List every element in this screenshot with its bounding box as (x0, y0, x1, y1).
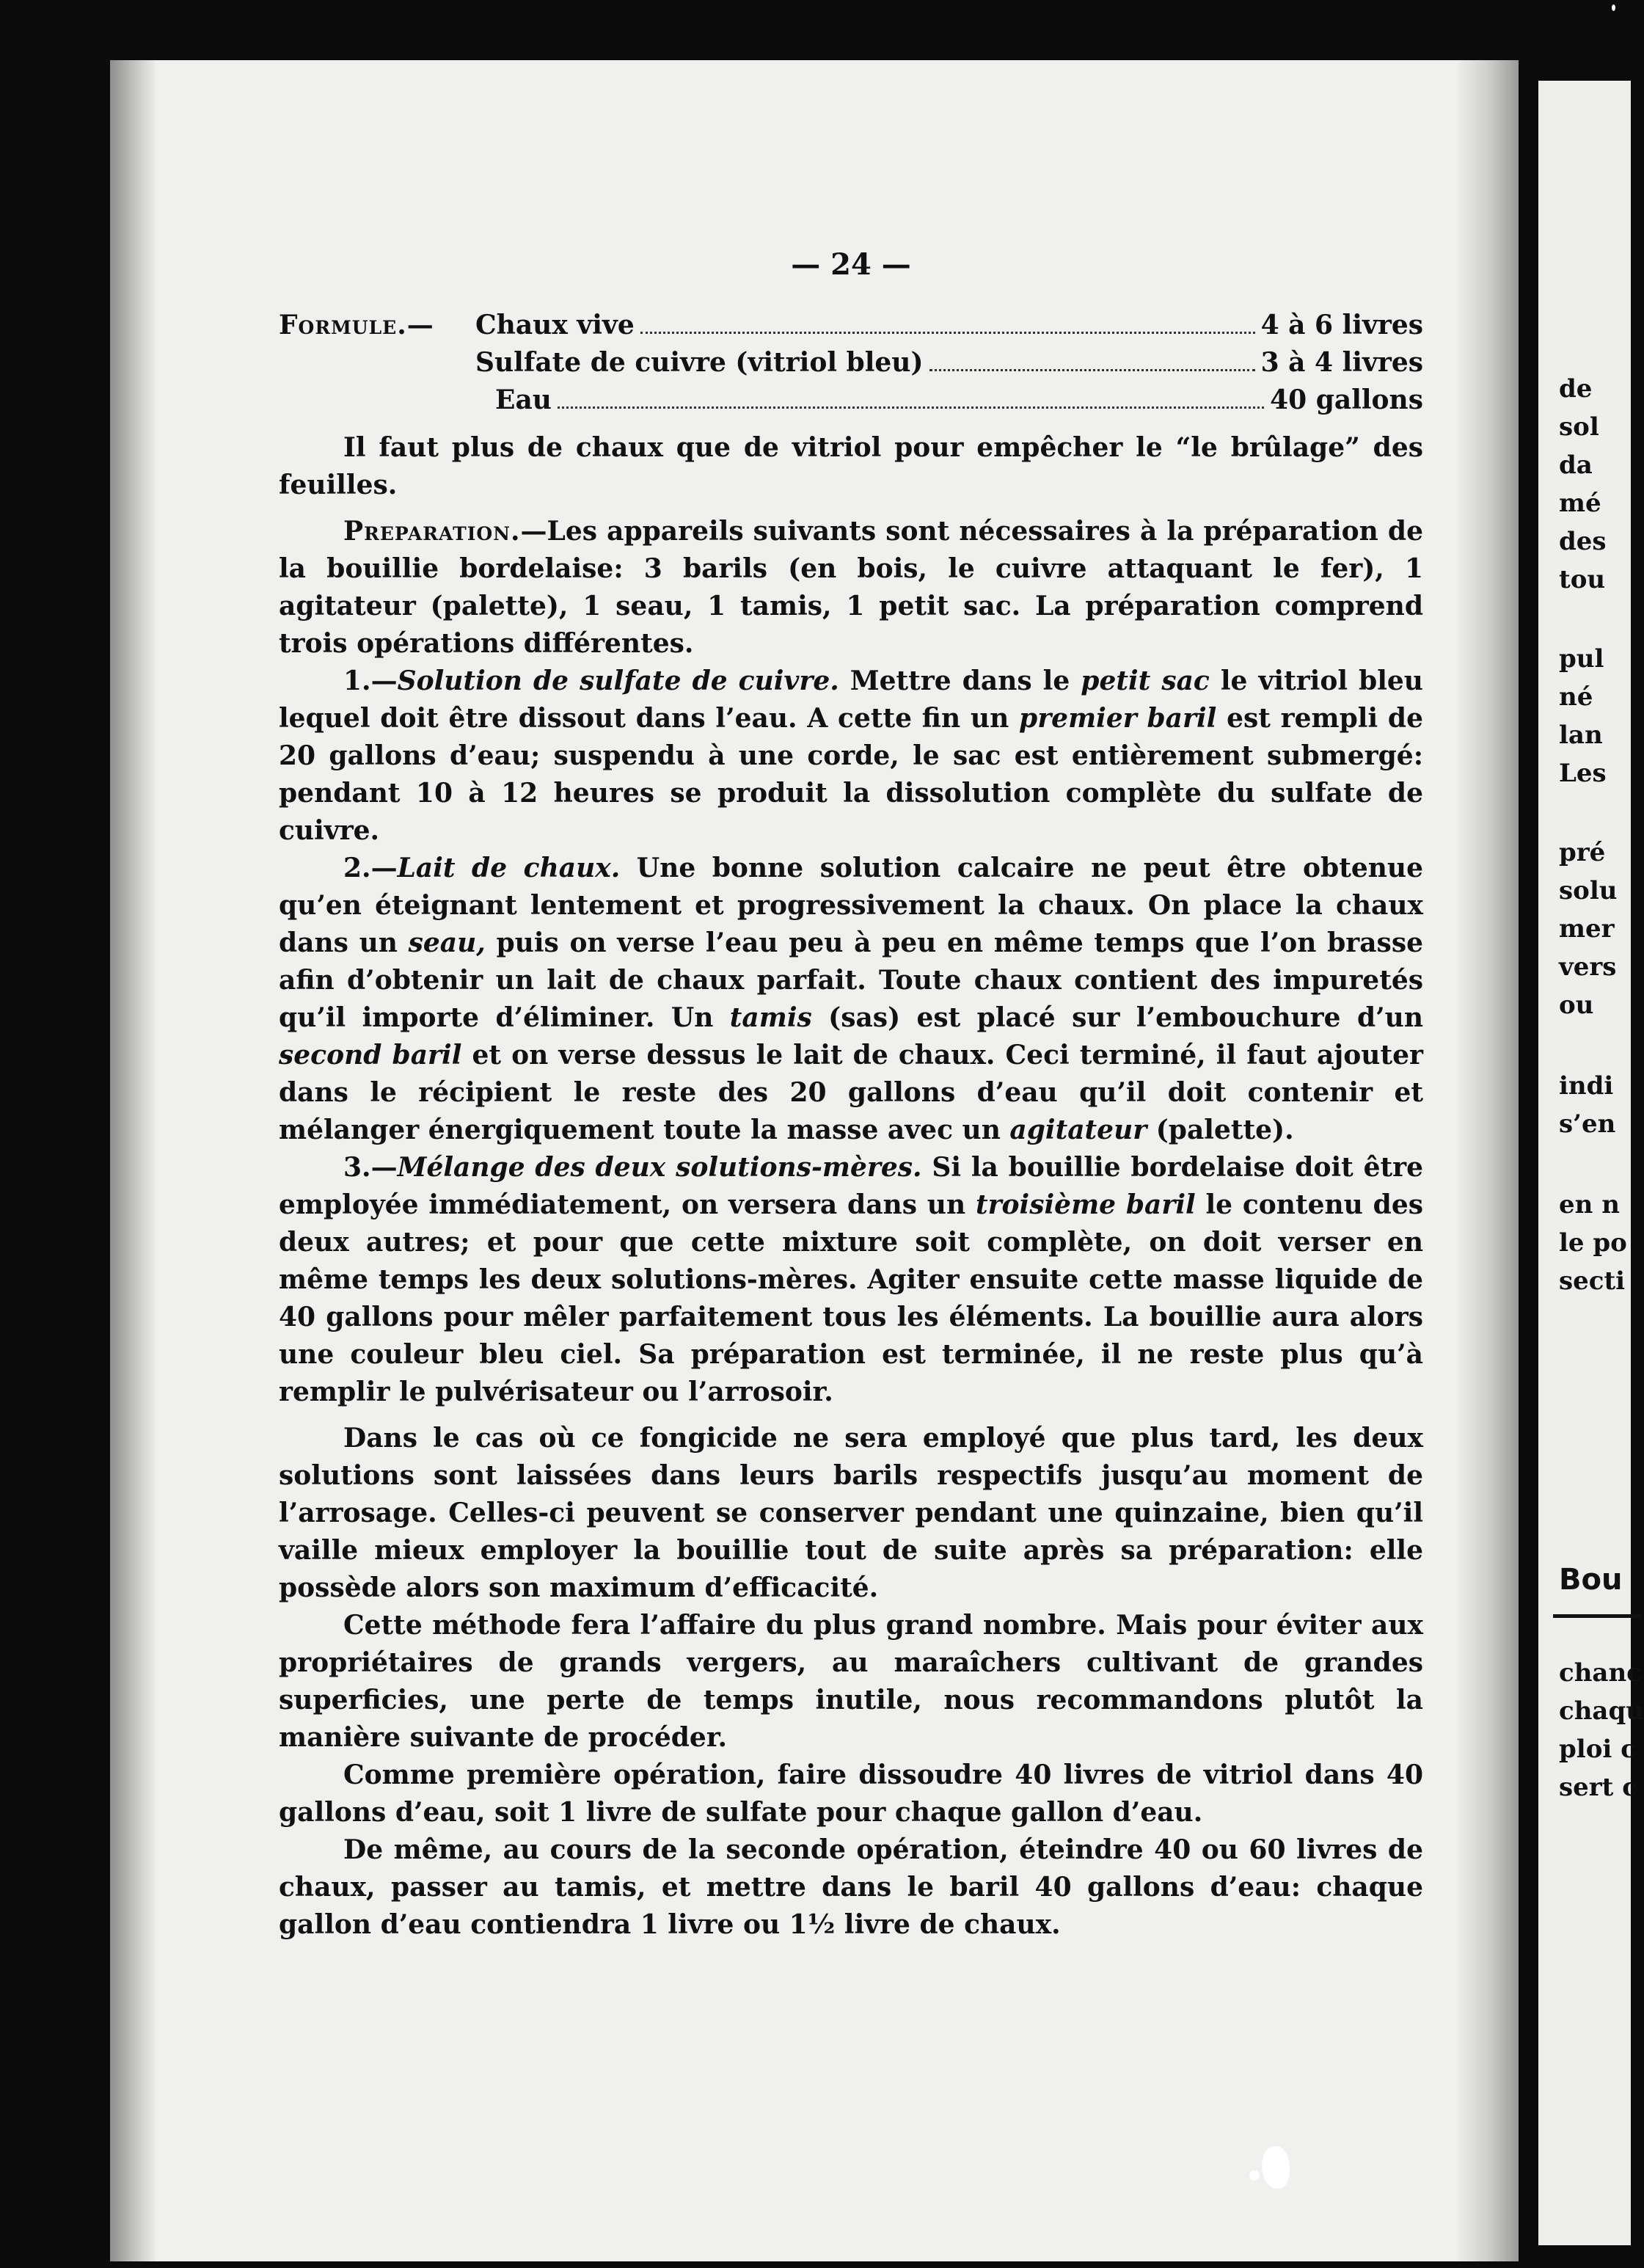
dot-leader (929, 369, 1255, 371)
facing-page-fragment: pré (1559, 838, 1606, 867)
formula-row (279, 344, 1423, 382)
facing-page-fragment: solu (1559, 876, 1618, 905)
facing-page-fragment: pul (1559, 644, 1604, 674)
scan-blemish (1612, 4, 1615, 11)
facing-page-fragment: s’en (1559, 1109, 1616, 1139)
page-edge-shadow (110, 60, 156, 2261)
facing-page-fragment: né (1559, 682, 1593, 712)
formula-ingredient: Chaux vive (475, 310, 635, 340)
facing-page-fragment: tou (1559, 565, 1606, 594)
scan-blemish (1249, 2170, 1260, 2181)
paragraph-step-3: 3.—Mélange des deux solutions-mères. Si la bouillie bordelaise doit être employée immédiatement, on versera dans un troisième baril le contenu des deux autres; et pour que cette mixture soit complète, on doit verser en même temps les deux solutions-mères. Agiter ensuite cette masse liquide de 40 gallons pour mêler parfaitement tous les éléments. La bouillie aura alors une couleur bleu ciel. Sa préparation est terminée, il ne reste plus qu’à remplir le pulvérisateur ou l’arrosoir. (279, 1152, 1424, 1407)
facing-page-fragment: ou (1559, 991, 1594, 1020)
formula-ingredient: Eau (495, 384, 552, 415)
step-title: Solution de sulfate de cuivre. (397, 666, 839, 696)
page-number: — 24 — (791, 247, 911, 282)
facing-page-fragment: da (1559, 451, 1593, 480)
facing-page-fragment: indi (1559, 1071, 1614, 1101)
step-title: Mélange des deux solutions-mères. (397, 1152, 922, 1183)
facing-page-fragment: sert c (1559, 1773, 1637, 1802)
paragraph-second-operation: De même, au cours de la seconde opération, éteindre 40 ou 60 livres de chaux, passer au tamis, et mettre dans le baril 40 gallons d’eau: chaque gallon d’eau contiendra 1 livre ou 1½ livre de chaux. (279, 1834, 1423, 1940)
formula-row (279, 382, 1423, 419)
section-lead: Preparation. (343, 516, 521, 547)
facing-page-fragment: des (1559, 527, 1607, 556)
facing-page-fragment: en n (1559, 1190, 1620, 1219)
facing-page-fragment: secti (1559, 1266, 1626, 1296)
facing-page-fragment: chanc (1559, 1658, 1642, 1688)
paragraph-preparation: Preparation.—Les appareils suivants sont nécessaires à la préparation de la bouillie bordelaise: 3 barils (en bois, le cuivre attaquant le fer), 1 agitateur (palette), 1 seau, 1 tamis, 1 petit sac. La préparation comprend trois opérations différentes. (279, 516, 1423, 659)
facing-page-fragment: mé (1559, 489, 1601, 518)
facing-page-fragment: sol (1559, 412, 1599, 442)
dot-leader (640, 332, 1255, 334)
facing-page-fragment: Les (1559, 759, 1607, 788)
facing-page-fragment: ploi c (1559, 1735, 1636, 1764)
facing-page (1538, 81, 1644, 2245)
facing-page-rule (1553, 1614, 1641, 1618)
facing-page-fragment: chaqu (1559, 1696, 1644, 1726)
step-title: Lait de chaux. (397, 853, 621, 883)
paragraph-step-2: 2.—Lait de chaux. Une bonne solution calcaire ne peut être obtenue qu’en éteignant lentement et progressivement la chaux. On place la chaux dans un seau, puis on verse l’eau peu à peu en même temps que l’on brasse afin d’obtenir un lait de chaux parfait. Toute chaux contient des impuretés qu’il importe d’éliminer. Un tamis (sas) est placé sur l’embouchure d’un second baril et on verse dessus le lait de chaux. Ceci terminé, il faut ajouter dans le récipient le reste des 20 gallons d’eau qu’il doit contenir et mélanger énergiquement toute la masse avec un agitateur (palette). (279, 853, 1423, 1145)
facing-page-fragment: de (1559, 374, 1593, 404)
paragraph-first-operation: Comme première opération, faire dissoudre 40 livres de vitriol dans 40 gallons d’eau, soit 1 livre de sulfate pour chaque gallon d’eau. (279, 1760, 1423, 1828)
facing-page-fragment: vers (1559, 952, 1617, 982)
facing-page-heading: Bou (1559, 1563, 1623, 1597)
paragraph-step-1: 1.—Solution de sulfate de cuivre. Mettre dans le petit sac le vitriol bleu lequel doit être dissout dans l’eau. A cette fin un premier baril est rempli de 20 gallons d’eau; suspendu à une corde, le sac est entièrement submergé: pendant 10 à 12 heures se produit la dissolution complète du sulfate de cuivre. (279, 666, 1423, 846)
dot-leader (558, 406, 1264, 409)
formula-quantity: 40 gallons (1270, 384, 1423, 415)
formula-lead: Formule.— (279, 310, 434, 340)
paragraph-later-use: Dans le cas où ce fongicide ne sera employé que plus tard, les deux solutions sont laissées dans leurs barils respectifs jusqu’au moment de l’arrosage. Celles-ci peuvent se conserver pendant une quinzaine, bien qu’il vaille mieux employer la bouillie tout de suite après sa préparation: elle possède alors son maximum d’efficacité. (279, 1423, 1423, 1603)
facing-page-fragment: lan (1559, 721, 1603, 750)
formula-row (279, 307, 1423, 344)
formula-table (279, 307, 1423, 419)
binding-gutter (1456, 60, 1519, 2261)
scan-blemish (1262, 2146, 1290, 2189)
formula-quantity: 3 à 4 livres (1260, 347, 1423, 378)
formula-quantity: 4 à 6 livres (1260, 310, 1423, 340)
paragraph-chaux-note: Il faut plus de chaux que de vitriol pour empêcher le “le brûlage” des feuilles. (279, 432, 1423, 500)
formula-ingredient: Sulfate de cuivre (vitriol bleu) (475, 347, 924, 378)
page-body (279, 246, 1423, 1944)
paragraph-method: Cette méthode fera l’affaire du plus grand nombre. Mais pour éviter aux propriétaires de grands vergers, au maraîchers cultivant de grandes superficies, une perte de temps inutile, nous recommandons plutôt la manière suivante de procéder. (279, 1610, 1423, 1753)
facing-page-fragment: le po (1559, 1228, 1627, 1258)
facing-page-fragment: mer (1559, 914, 1615, 944)
